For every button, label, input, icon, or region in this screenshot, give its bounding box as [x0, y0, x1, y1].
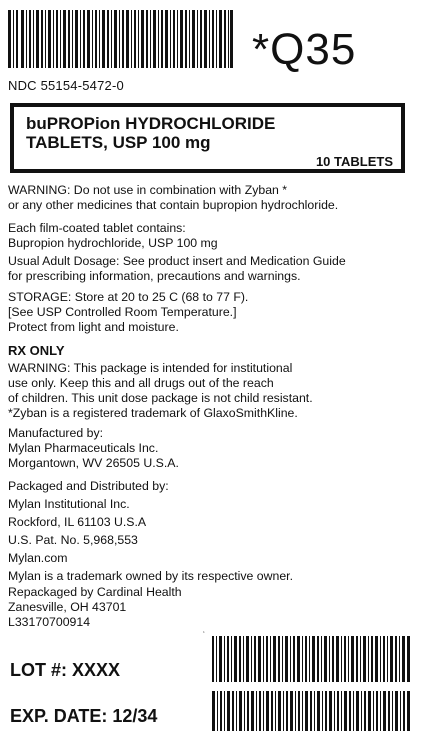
text-line: Manufactured by:	[8, 426, 104, 440]
distributor-info	[8, 477, 293, 585]
text-line: Packaged and Distributed by:	[8, 479, 169, 493]
text-line: Each film-coated tablet contains:	[8, 221, 186, 235]
manufacturer-info	[8, 426, 179, 471]
lot-number: LOT #: XXXX	[10, 660, 121, 680]
text-line: of children. This unit dose package is not child resistant.	[8, 391, 313, 405]
product-title-box	[10, 103, 405, 173]
text-line: Morgantown, WV 26505 U.S.A.	[8, 456, 179, 470]
text-line: use only. Keep this and all drugs out of the reach	[8, 376, 274, 390]
text-line: WARNING: Do not use in combination with Zyban *	[8, 183, 288, 197]
storage-info	[8, 290, 248, 335]
product-strength: TABLETS, USP 100 mg	[26, 133, 211, 152]
text-line: Mylan Institutional Inc.	[8, 497, 130, 511]
text-line: Zanesville, OH 43701	[8, 600, 127, 614]
text-line: Bupropion hydrochloride, USP 100 mg	[8, 236, 218, 250]
expiration-date: EXP. DATE: 12/34	[10, 706, 158, 726]
text-line: Mylan is a trademark owned by its respective owner.	[8, 569, 294, 583]
text-line: [See USP Controlled Room Temperature.]	[8, 305, 237, 319]
product-name: buPROPion HYDROCHLORIDE	[26, 114, 276, 133]
tablet-count: 10 TABLETS	[315, 154, 393, 169]
text-line: WARNING: This package is intended for institutional	[8, 361, 293, 375]
repackager-info	[8, 585, 182, 630]
text-line: L33170700914	[8, 615, 91, 629]
ndc-number: NDC 55154-5472-0	[8, 78, 124, 93]
tick-mark: ‘	[203, 630, 205, 639]
text-line: or any other medicines that contain bupropion hydrochloride.	[8, 198, 339, 212]
dosage-info	[8, 254, 346, 284]
product-code: *Q35	[252, 25, 357, 74]
rx-only: RX ONLY	[8, 343, 65, 358]
text-line: *Zyban is a registered trademark of GlaxoSmithKline.	[8, 406, 298, 420]
text-line: Mylan.com	[8, 551, 68, 565]
text-line: Repackaged by Cardinal Health	[8, 585, 182, 599]
text-line: STORAGE: Store at 20 to 25 C (68 to 77 F).	[8, 290, 249, 304]
tablet-contents	[8, 221, 218, 251]
warning-zyban	[8, 183, 338, 213]
institutional-warning	[8, 361, 313, 421]
text-line: Mylan Pharmaceuticals Inc.	[8, 441, 159, 455]
barcode-lot	[212, 636, 410, 682]
barcode-exp	[212, 691, 410, 731]
text-line: Rockford, IL 61103 U.S.A	[8, 515, 147, 529]
text-line: for prescribing information, precautions and warnings.	[8, 269, 301, 283]
barcode-top	[8, 10, 233, 68]
text-line: Protect from light and moisture.	[8, 320, 179, 334]
text-line: Usual Adult Dosage: See product insert and Medication Guide	[8, 254, 346, 268]
text-line: U.S. Pat. No. 5,968,553	[8, 533, 138, 547]
